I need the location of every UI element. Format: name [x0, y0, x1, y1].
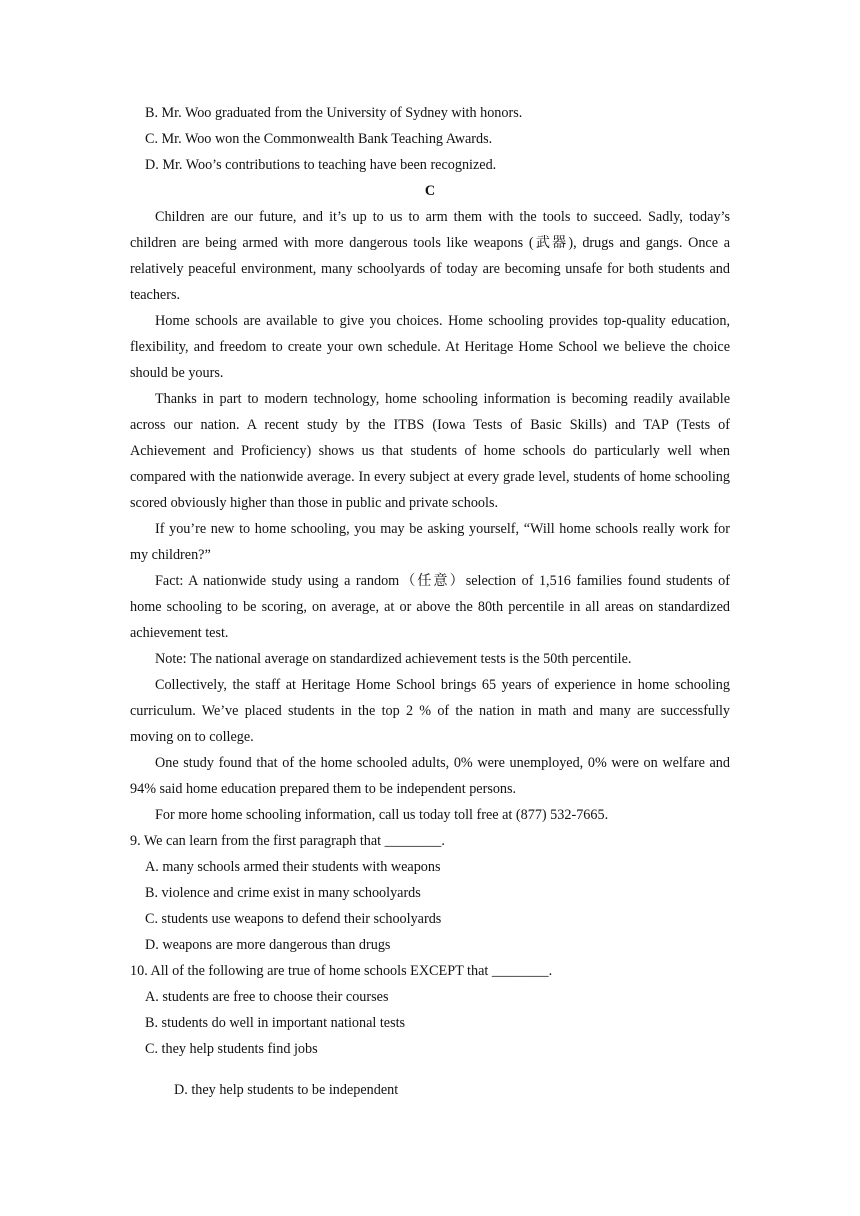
paragraph-3: Thanks in part to modern technology, home schooling information is becoming readily available across our nation. A recent study by the ITBS (Iowa Tests of Basic Skills) and TAP (Tests of Achievement and Proficiency) shows us that students of home schools do particularly well when compared with the nationwide average. In every subject at every grade level, students of home schooling scored obviously higher than those in public and private schools. — [130, 391, 730, 511]
question-9-stem: 9. We can learn from the first paragraph that ________. — [130, 833, 445, 849]
paragraph-5: Fact: A nationwide study using a random（任意）selection of 1,516 families found students of home schooling to be scoring, on average, at or above the 80th percentile in all areas on standardized achievement test. — [130, 573, 730, 641]
question-10-option-a: A. students are free to choose their courses — [145, 989, 389, 1005]
paragraph-2: Home schools are available to give you choices. Home schooling provides top-quality education, flexibility, and freedom to create your own schedule. At Heritage Home School we believe the choice should be yours. — [130, 313, 730, 381]
question-10-stem: 10. All of the following are true of home schools EXCEPT that ________. — [130, 963, 553, 979]
paragraph-6: Note: The national average on standardized achievement tests is the 50th percentile. — [155, 651, 632, 667]
document-page — [130, 100, 730, 1103]
paragraph-7: Collectively, the staff at Heritage Home School brings 65 years of experience in home schooling curriculum. We’ve placed students in the top 2 % of the nation in math and many are successfully moving on to college. — [130, 677, 730, 745]
prev-option-d: D. Mr. Woo’s contributions to teaching have been recognized. — [145, 157, 497, 173]
question-9-option-c: C. students use weapons to defend their schoolyards — [145, 911, 442, 927]
paragraph-1: Children are our future, and it’s up to us to arm them with the tools to succeed. Sadly, today’s children are being armed with more dangerous tools like weapons (武器), drugs and gangs. Once a relatively peaceful environment, many schoolyards of today are becoming unsafe for both students and teachers. — [130, 209, 730, 303]
question-9-option-a: A. many schools armed their students with weapons — [145, 859, 441, 875]
section-heading: C — [424, 183, 436, 199]
paragraph-4: If you’re new to home schooling, you may be asking yourself, “Will home schools really work for my children?” — [130, 521, 730, 563]
prev-option-b: B. Mr. Woo graduated from the University of Sydney with honors. — [145, 105, 523, 121]
question-9-option-d: D. weapons are more dangerous than drugs — [145, 937, 391, 953]
question-10-option-b: B. students do well in important national tests — [145, 1015, 406, 1031]
paragraph-9: For more home schooling information, call us today toll free at (877) 532-7665. — [155, 807, 609, 823]
paragraph-8: One study found that of the home schooled adults, 0% were unemployed, 0% were on welfare and 94% said home education prepared them to be independent persons. — [130, 755, 730, 797]
question-9-option-b: B. violence and crime exist in many schoolyards — [145, 885, 421, 901]
question-10-option-c: C. they help students find jobs — [145, 1041, 318, 1057]
question-10-option-d: D. they help students to be independent — [174, 1082, 399, 1098]
prev-option-c: C. Mr. Woo won the Commonwealth Bank Teaching Awards. — [145, 131, 493, 147]
